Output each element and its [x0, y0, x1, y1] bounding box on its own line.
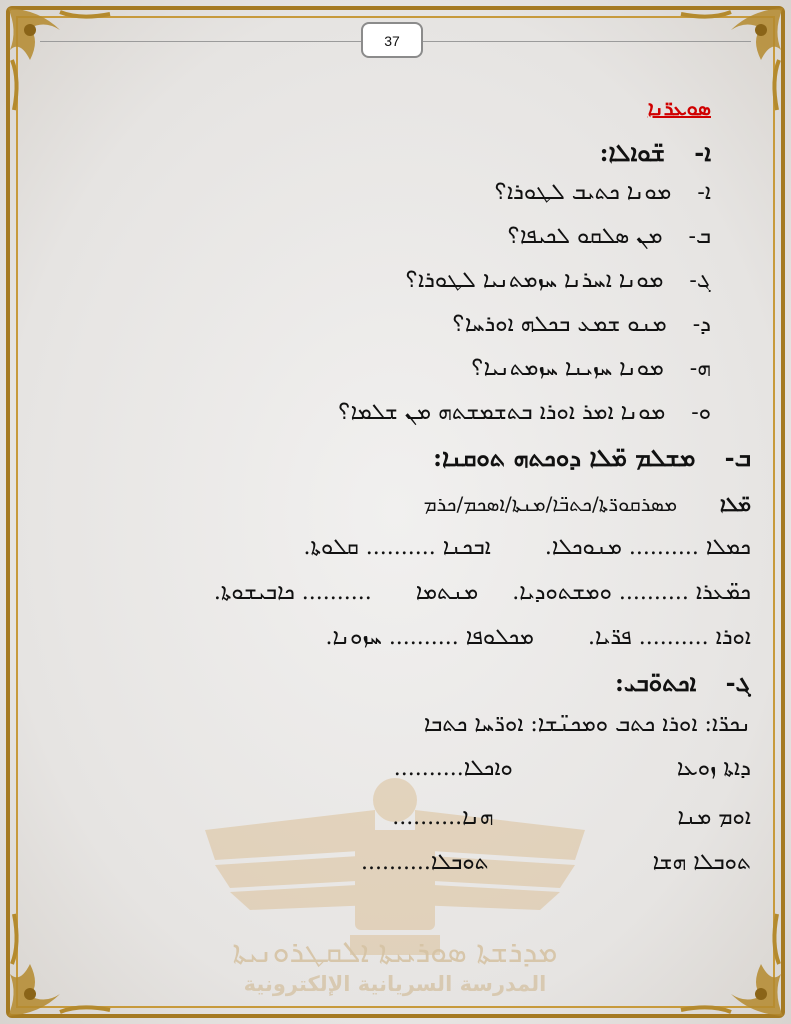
fill-blank-segment: ܘܡܫܬܘܕܝܐ. — [512, 580, 612, 605]
question-item — [495, 180, 711, 205]
fill-blank-segment: ܐܒܟܢܐ .......... — [365, 535, 491, 560]
question-text: ܡܘܢܐ ܟܬܝܒ ܠܛܘܪܐ؟ — [494, 180, 672, 205]
word-bank — [424, 492, 751, 516]
question-text: ܡܢ ܣܠܩܘ ܠܟܝܦܐ؟ — [507, 224, 663, 249]
pair-row — [361, 850, 751, 875]
part-c-label: ܓ- — [725, 668, 751, 697]
fill-blank-segment: ܡܟܠܘܦܐ .......... — [388, 625, 534, 650]
fill-blank-segment: .......... — [301, 580, 372, 605]
part-b-title: ܡܫܠܡ ܡ̈ܠܐ ܕܘܟܬܗ ܬܘܩܢܐ: — [433, 443, 696, 472]
part-c-heading — [615, 668, 751, 697]
pair-answer-blank: ܗܢܐ.......... — [392, 805, 494, 830]
section-title: ܣܘܥܪ̈ܢܐ — [647, 96, 711, 120]
question-text: ܡܢܘ ܫܡܥ ܒܟܠܗ ܐܘܪܚܐ؟ — [452, 312, 667, 337]
fill-blank-segment: ܚܙܘܢܐ. — [325, 625, 382, 650]
question-marker: ܕ- — [692, 312, 711, 337]
fill-blank-segment: ܐܘܪܐ .......... — [638, 625, 751, 650]
word-bank-label: ܡ̈ܠܐ — [719, 492, 751, 516]
fill-blank-row — [214, 580, 751, 605]
watermark-arabic-title: المدرسة السريانية الإلكترونية — [243, 972, 547, 996]
question-item — [453, 312, 711, 337]
word-bank-words: ܡܣܪܩܘܪ̈ܬܐ/ܟܬܒ̈ܐ/ܡܢܬܐ/ܐܣܟܡ/ܟܪܡ — [423, 492, 678, 516]
question-item — [508, 224, 711, 249]
fill-blank-segment: ܡܢܘܟܠܐ. — [544, 535, 622, 560]
question-item — [471, 356, 711, 381]
part-c-title: ܐܟܬܘ̈ܒܝ: — [615, 668, 697, 697]
page-number: 37 — [361, 22, 423, 58]
question-item — [338, 400, 711, 425]
question-marker: ܒ- — [688, 224, 711, 249]
fill-blank-segment: ܦܪ̈ܝܐ. — [587, 625, 632, 650]
fill-blank-segment: ܟܡܠܐ .......... — [628, 535, 751, 560]
part-c-instruction: ܢܟܪ̈ܐ: ܐܘܪܐ ܟܬܒ ܘܡܟܢ̈ܫܐ: ܐܘܪ̈ܚܐ ܟܬܒܐ — [423, 712, 751, 737]
question-marker: ܐ- — [697, 180, 711, 205]
pair-answer-blank: ܘܐܟܠܐ.......... — [393, 756, 513, 781]
fill-blank-segment: ܡܢܬܡܐ — [415, 580, 479, 605]
fill-blank-row — [303, 535, 751, 560]
part-a-heading — [600, 138, 711, 167]
question-text: ܡܘܢܐ ܐܚܪܢܐ ܚܙܡܬܢܝܐ ܠܛܘܪܐ؟ — [405, 268, 664, 293]
question-marker: ܘ- — [691, 400, 711, 425]
part-a-label: ܐ- — [694, 138, 711, 167]
pair-prompt: ܕܐܬܐ ܙܘܥܐ — [676, 756, 751, 781]
pair-row — [394, 756, 751, 781]
question-text: ܡܘܢܐ ܚܙܝܢܐ ܚܙܡܬܢܝܐ؟ — [471, 356, 664, 381]
pair-answer-blank: ܬܘܒܠܐ.......... — [360, 850, 489, 875]
pair-prompt: ܬܘܒܠܐ ܗܫܐ — [652, 850, 751, 875]
fill-blank-segment: ܟܡ̈ܥܪܐ .......... — [618, 580, 751, 605]
question-marker: ܗ- — [689, 356, 711, 381]
pair-row — [392, 805, 751, 830]
fill-blank-segment: ܟܐܒܝܫܘܬܐ. — [213, 580, 295, 605]
pair-prompt: ܐܘܡ ܡܢܐ — [677, 805, 751, 830]
part-b-heading — [433, 443, 751, 472]
fill-blank-row — [325, 625, 751, 650]
part-a-title: ܫ̈ܘܐܠܐ: — [599, 138, 665, 167]
question-item — [406, 268, 711, 293]
question-marker: ܓ- — [689, 268, 711, 293]
fill-blank-segment: ܩܠܘܬܐ. — [303, 535, 359, 560]
watermark-syriac-title: ܡܕܪܫܬܐ ܣܘܪܝܝܬܐ ܐܠܩܛܪܘܢܝܬܐ — [232, 935, 558, 970]
part-b-label: ܒ- — [724, 443, 751, 472]
question-text: ܡܘܢܐ ܐܡܪ ܐܘܪܐ ܒܬܫܡܫܬܗ ܡܢ ܫܠܡܐ؟ — [338, 400, 666, 425]
